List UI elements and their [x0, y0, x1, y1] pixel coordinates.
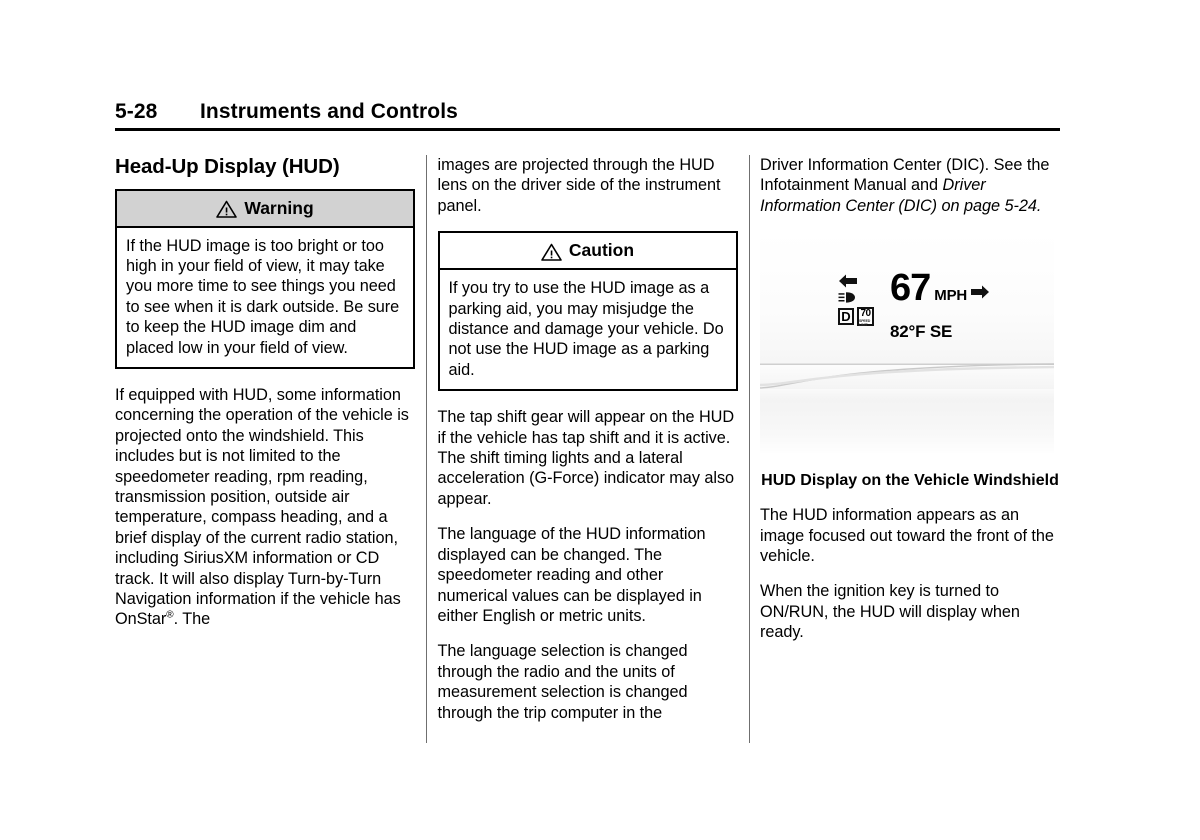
column-3-paragraph-3: When the ignition key is turned to ON/RUN, the HUD will display when ready. — [760, 582, 1020, 642]
hud-turn-left-row — [838, 273, 888, 289]
warning-box-text: If the HUD image is too bright or too high in your field of view, it may take you more time to see things you need to see when it is dark outside. Be sure to keep the HUD image dim and placed low in your field of view. — [126, 236, 400, 357]
hud-speed-value: 67 — [890, 267, 931, 310]
hud-speed-limit-label: SPEED LIMIT — [859, 318, 871, 327]
column-layout — [115, 155, 1060, 755]
chapter-title: Instruments and Controls — [200, 100, 458, 123]
turn-left-arrow-icon — [838, 273, 859, 289]
caution-box-label: Caution — [568, 240, 635, 261]
hud-speed-limit-sign-icon — [857, 307, 874, 326]
warning-box-label: Warning — [244, 197, 314, 218]
column-1-paragraph-1 — [115, 385, 415, 630]
hud-speed-limit-value: 70 — [860, 307, 871, 319]
column-1 — [115, 155, 415, 755]
cross-reference-link: Driver Information Center (DIC) on page 5-24. — [760, 176, 1042, 215]
hud-indicator-column — [838, 271, 888, 326]
column-2-paragraph-4: The language selection is changed through the radio and the units of measurement selection is changed through the trip computer in the — [437, 642, 688, 722]
warning-box — [115, 189, 415, 369]
warning-triangle-icon — [216, 200, 237, 218]
caution-box — [438, 231, 738, 391]
hud-dashboard-curve — [760, 362, 1054, 392]
caution-triangle-icon — [541, 243, 562, 261]
column-2-paragraph-2: The tap shift gear will appear on the HUD if the vehicle has tap shift and it is active. The shift timing lights and a lateral acceleration (G-Force) indicator may also appear. — [437, 408, 735, 508]
column-1-paragraph-1-text: If equipped with HUD, some information concerning the operation of the vehicle is projected onto the windshield. This includes but is not limited to the speedometer reading, rpm reading, transmission position, outside air temperature, compass heading, and a brief display of the current radio station, including SiriusXM information or CD track. It will also display Turn-by-Turn Navigation information if the vehicle has OnStar — [115, 386, 409, 629]
hud-temperature-heading: 82°F SE — [890, 322, 953, 342]
figure-caption: HUD Display on the Vehicle Windshield — [761, 472, 1059, 490]
column-2-paragraph-3: The language of the HUD information displayed can be changed. The speedometer reading and other numerical values can be displayed in either English or metric units. — [437, 525, 706, 625]
column-divider-1 — [415, 155, 438, 755]
column-3-paragraph-2: The HUD information appears as an image focused out toward the front of the vehicle. — [760, 506, 1054, 566]
caution-box-header — [440, 233, 736, 270]
hud-figure — [760, 231, 1060, 491]
column-2 — [438, 155, 738, 755]
column-3 — [760, 155, 1060, 755]
hud-headlight-row — [838, 290, 888, 305]
page-header — [115, 100, 1060, 131]
hud-readout — [838, 267, 998, 342]
hud-value-column — [888, 267, 998, 342]
header-row — [115, 100, 1060, 124]
hud-lower-reflection — [760, 389, 1054, 453]
registered-mark: ® — [166, 610, 174, 622]
warning-box-header — [117, 191, 413, 228]
column-1-paragraph-1-tail: . The — [173, 610, 211, 629]
column-3-paragraph-1-plain: Driver Information Center (DIC). See the Infotainment Manual and — [760, 156, 1050, 195]
page-number: 5-28 — [115, 100, 158, 123]
caution-box-text: If you try to use the HUD image as a parking aid, you may misjudge the distance and damage your vehicle. Do not use the HUD image as a parking aid. — [448, 279, 724, 379]
column-divider-2 — [738, 155, 761, 755]
hud-gear-indicator: D — [838, 308, 854, 325]
column-3-paragraph-1 — [760, 155, 1060, 216]
hud-speed-unit: MPH — [934, 287, 968, 305]
hud-readout-grid — [838, 267, 998, 342]
turn-right-arrow-icon — [969, 284, 990, 300]
hud-windshield-photo — [760, 231, 1054, 453]
column-2-paragraph-1: images are projected through the HUD lens on the driver side of the instrument panel. — [437, 156, 721, 215]
hud-gear-and-speedlimit-row — [838, 306, 888, 326]
header-rule — [115, 128, 1060, 131]
hud-turn-right-wrapper — [969, 284, 990, 304]
hud-speed-line — [890, 267, 998, 318]
headlight-indicator-icon — [838, 291, 862, 304]
section-title: Head-Up Display (HUD) — [115, 155, 340, 178]
